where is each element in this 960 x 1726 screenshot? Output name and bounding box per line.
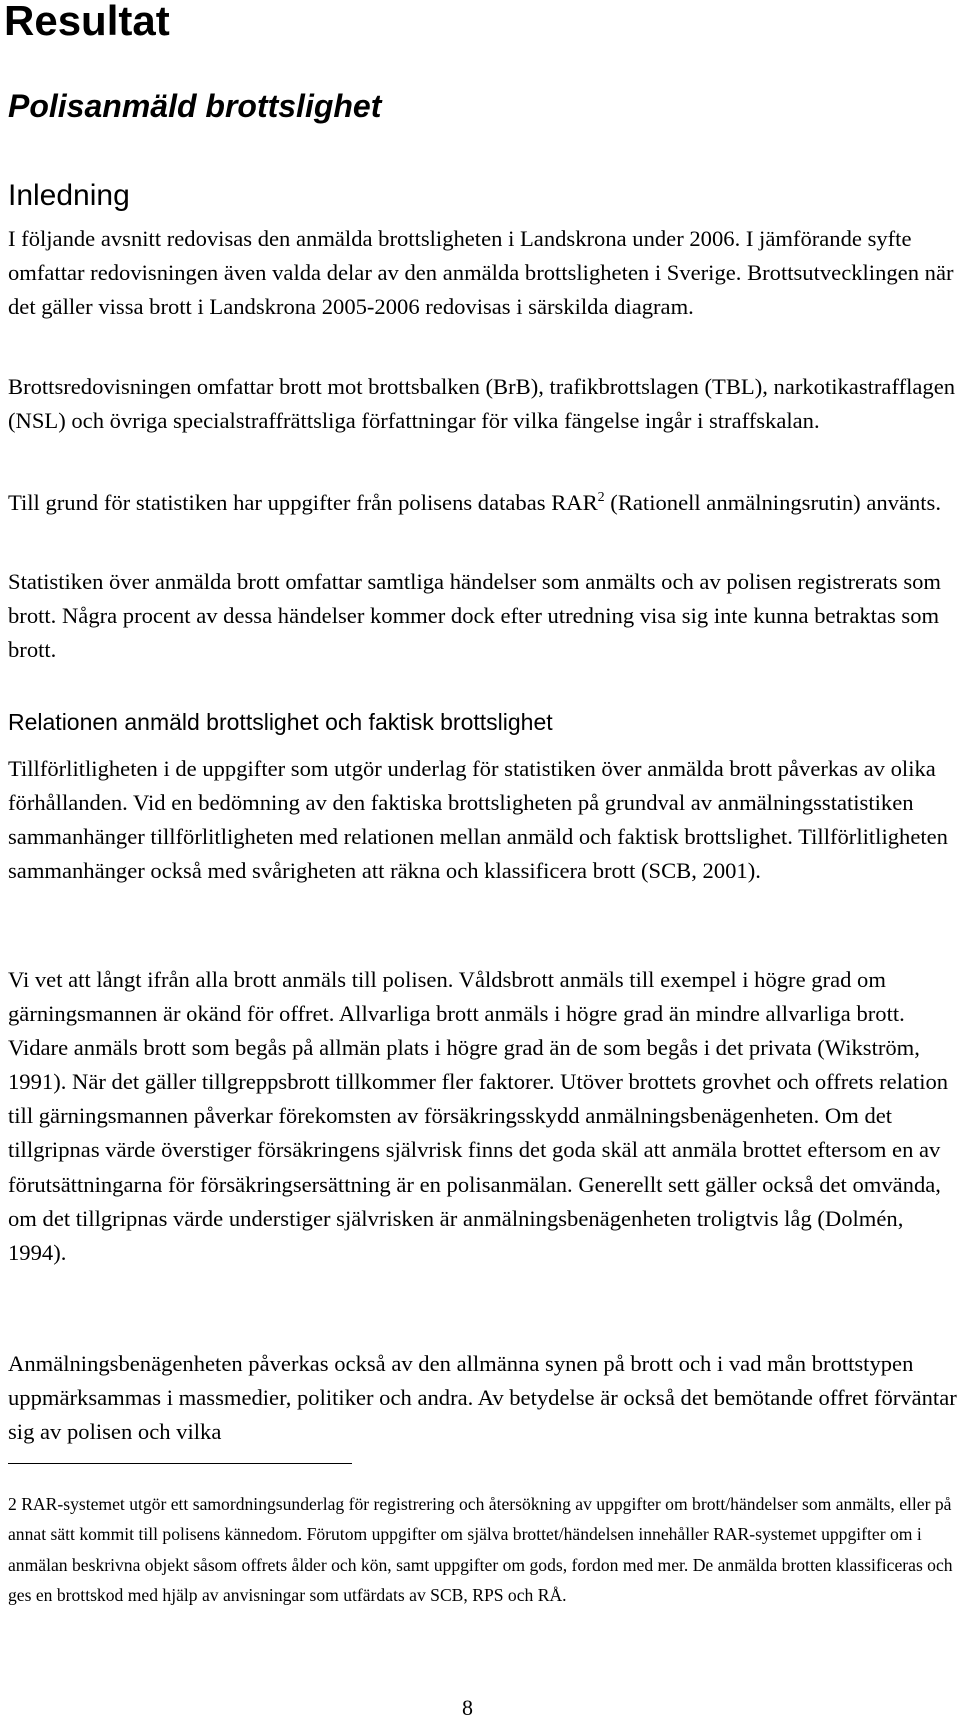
footnote-separator [8, 1463, 352, 1464]
intro-paragraph-3-text: Till grund för statistiken har uppgifter från polisens databas RAR [8, 490, 598, 515]
page-number: 8 [462, 1695, 473, 1720]
section-title: Polisanmäld brottslighet [8, 88, 382, 124]
page-title: Resultat [4, 0, 170, 44]
relation-paragraph-2: Vi vet att långt ifrån alla brott anmäls till polisen. Våldsbrott anmäls till exempel i högre grad om gärningsmannen är okänd för offret. Allvarliga brott anmäls i högre grad än mindre allvarliga brott. Vidare anmäls brott som begås på allmän plats i högre grad än de som begås i det privata (Wikström, 1991). När det gäller tillgreppsbrott tillkommer fler faktorer. Utöver brottets grovhet och offrets relation till gärningsmannen påverkar förekomsten av försäkringsskydd anmälningsbenägenheten. Om det tillgripnas värde överstiger försäkringens självrisk finns det goda skäl att anmäla brottet eftersom en av förutsättningarna för försäkringsersättning är en polisanmälan. Generellt sett gäller också det omvända, om det tillgripnas värde understiger självrisken är anmälningsbenägenheten troligtvis låg (Dolmén, 1994). [8, 967, 949, 1265]
intro-paragraph-4: Statistiken över anmälda brott omfattar samtliga händelser som anmälts och av polisen registrerats som brott. Några procent av dessa händelser kommer dock efter utredning visa sig inte kunna betraktas som brott. [8, 569, 942, 663]
footnote-reference: 2 [597, 489, 605, 505]
intro-paragraph-3-tail: (Rationell anmälningsrutin) använts. [604, 490, 941, 515]
relation-paragraph-1: Tillförlitligheten i de uppgifter som utgör underlag för statistiken över anmälda brott påverkas av olika förhållanden. Vid en bedömning av den faktiska brottsligheten på grundval av anmälningsstatistiken sammanhänger tillförlitligheten med relationen mellan anmäld och faktisk brottslighet. Tillförlitligheten sammanhänger också med svårigheten att räkna och klassificera brott (SCB, 2001). [8, 756, 948, 884]
intro-heading: Inledning [8, 179, 130, 212]
intro-paragraph-1: I följande avsnitt redovisas den anmälda brottsligheten i Landskrona under 2006. I jämförande syfte omfattar redovisningen även valda delar av den anmälda brottsligheten i Sverige. Brottsutvecklingen när det gäller vissa brott i Landskrona 2005-2006 redovisas i särskilda diagram. [8, 226, 954, 320]
footnote-text: RAR-systemet utgör ett samordningsunderlag för registrering och återsökning av uppgifter om brott/händelser som anmälts, eller på annat sätt kommit till polisens kännedom. Förutom uppgifter om själva brottet/händelsen innehåller RAR-systemet uppgifter om i anmälan beskrivna objekt såsom offrets ålder och kön, samt uppgifter om gods, fordon med mer. De anmälda brotten klassificeras och ges en brottskod med hjälp av anvisningar som utfärdats av SCB, RPS och RÅ. [8, 1494, 953, 1605]
intro-paragraph-2: Brottsredovisningen omfattar brott mot brottsbalken (BrB), trafikbrottslagen (TBL), narkotikastrafflagen (NSL) och övriga specialstraffrättsliga författningar för vilka fängelse ingår i straffskalan. [8, 374, 956, 434]
footnote-number: 2 [8, 1494, 17, 1514]
relation-heading: Relationen anmäld brottslighet och faktisk brottslighet [8, 709, 553, 735]
footnote [8, 1489, 958, 1610]
intro-paragraph-3 [8, 486, 958, 520]
relation-paragraph-3: Anmälningsbenägenheten påverkas också av den allmänna synen på brott och i vad mån brottstypen uppmärksammas i massmedier, politiker och andra. Av betydelse är också det bemötande offret förväntar sig av polisen och vilka [8, 1351, 957, 1445]
